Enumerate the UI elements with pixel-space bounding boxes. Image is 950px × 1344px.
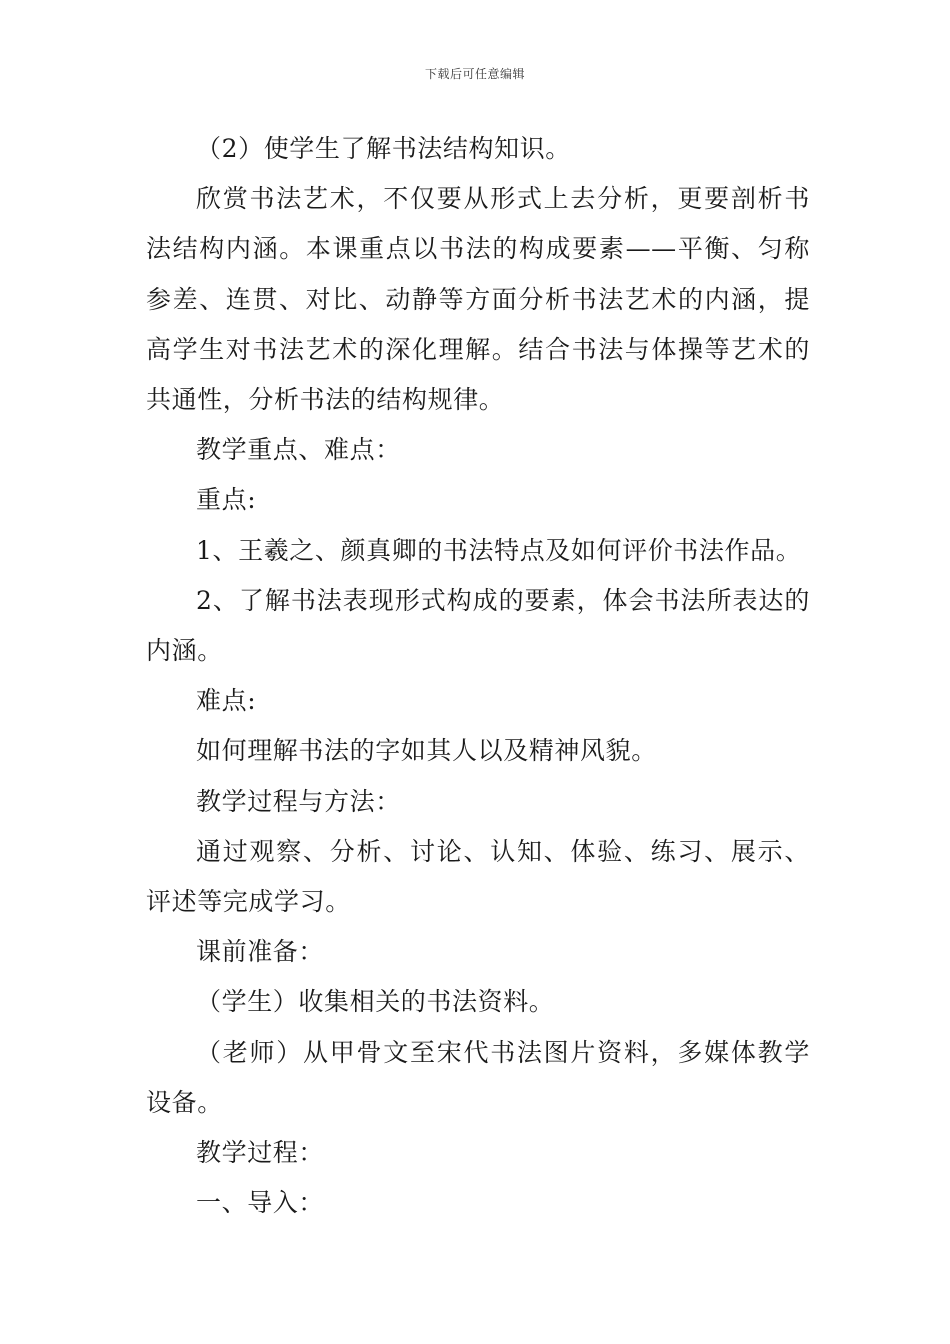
page-header: 下载后可任意编辑 bbox=[424, 67, 525, 81]
heading-difficult-points: 难点: bbox=[196, 686, 257, 716]
document-body bbox=[146, 124, 810, 1228]
section-introduction: 一、导入： bbox=[196, 1188, 325, 1218]
paragraph-appreciation: 欣赏书法艺术，不仅要从形式上去分析，更要剖析书法结构内涵。本课重点以书法的构成要素——平衡、匀称参差、连贯、对比、动静等方面分析书法艺术的内涵，提高学生对书法艺术的深化理解。结合书法与体操等艺术的共通性，分析书法的结构规律。 bbox=[146, 184, 810, 415]
process-methods-text: 通过观察、分析、讨论、认知、体验、练习、展示、评述等完成学习。 bbox=[146, 836, 810, 917]
heading-process-methods: 教学过程与方法： bbox=[196, 786, 401, 816]
heading-key-points: 重点: bbox=[196, 485, 257, 515]
key-point-1: 1、王羲之、颜真卿的书法特点及如何评价书法作品。 bbox=[196, 535, 802, 565]
heading-preparation: 课前准备： bbox=[196, 937, 325, 967]
heading-key-difficult-points: 教学重点、难点： bbox=[196, 435, 401, 465]
paragraph-objective-2: （2）使学生了解书法结构知识。 bbox=[196, 134, 571, 163]
preparation-teacher: （老师）从甲骨文至宋代书法图片资料，多媒体教学设备。 bbox=[146, 1037, 810, 1117]
heading-teaching-process: 教学过程： bbox=[196, 1138, 325, 1168]
key-point-2: 2、了解书法表现形式构成的要素，体会书法所表达的内涵。 bbox=[146, 585, 810, 666]
difficult-point-1: 如何理解书法的字如其人以及精神风貌。 bbox=[196, 736, 657, 766]
preparation-students: （学生）收集相关的书法资料。 bbox=[196, 987, 555, 1017]
